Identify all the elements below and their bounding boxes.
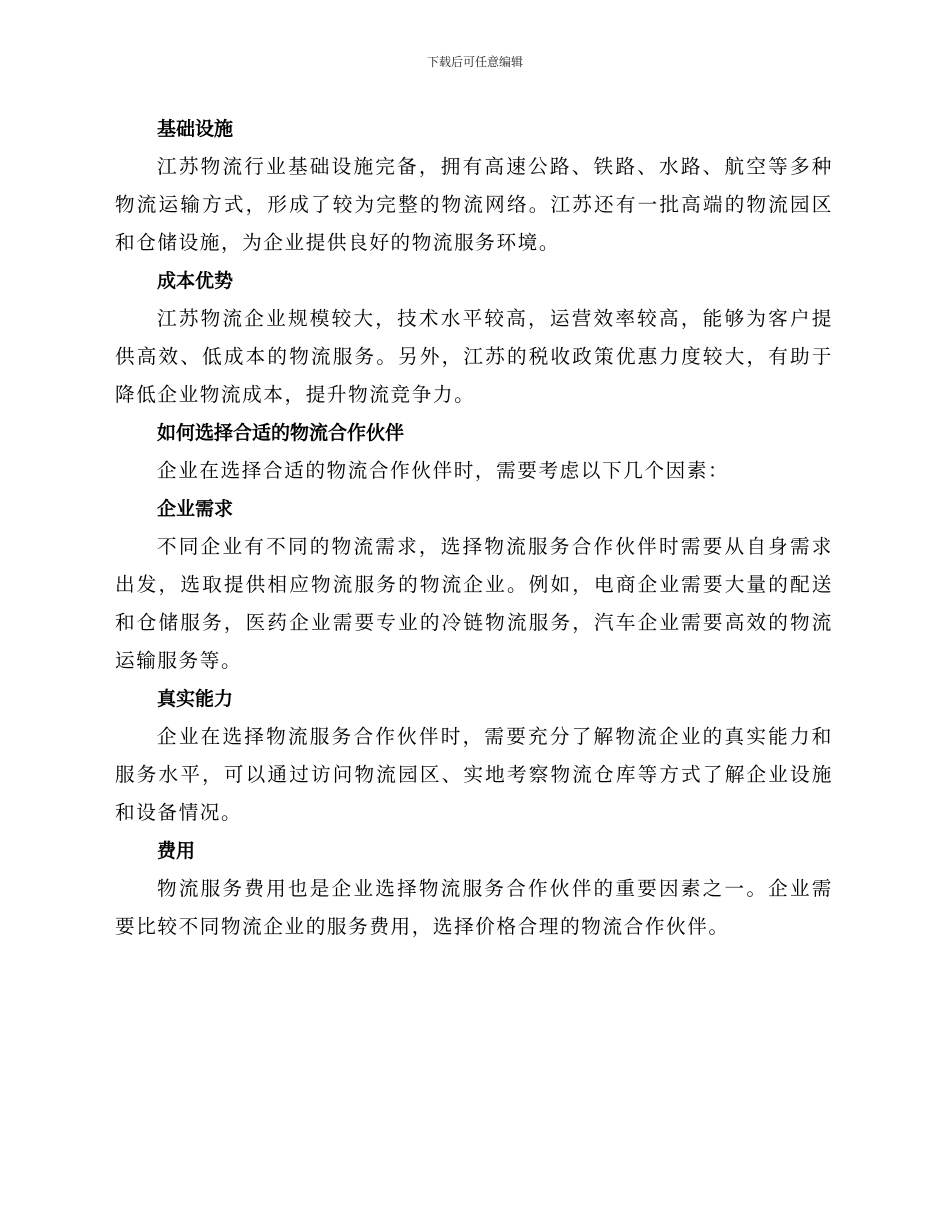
section-heading-infrastructure: 基础设施	[157, 118, 234, 140]
section-paragraph-choose-partner: 企业在选择合适的物流合作伙伴时，需要考虑以下几个因素：	[157, 459, 730, 482]
section-paragraph-cost: 物流服务费用也是企业选择物流服务合作伙伴的重要因素之一。企业需要比较不同物流企业的服务费用，选择价格合理的物流合作伙伴。	[115, 877, 833, 938]
section-heading-business-needs: 企业需求	[157, 498, 234, 520]
section-paragraph-cost-advantage: 江苏物流企业规模较大，技术水平较高，运营效率较高，能够为客户提供高效、低成本的物流服务。另外，江苏的税收政策优惠力度较大，有助于降低企业物流成本，提升物流竞争力。	[115, 307, 833, 406]
page-header: 下载后可任意编辑	[426, 55, 523, 69]
section-heading-choose-partner: 如何选择合适的物流合作伙伴	[157, 422, 405, 444]
section-heading-cost: 费用	[157, 840, 196, 862]
section-paragraph-business-needs: 不同企业有不同的物流需求，选择物流服务合作伙伴时需要从自身需求出发，选取提供相应物流服务的物流企业。例如，电商企业需要大量的配送和仓储服务，医药企业需要专业的冷链物流服务，汽车企业需要高效的物流运输服务等。	[115, 535, 833, 672]
section-heading-cost-advantage: 成本优势	[157, 270, 234, 292]
document-body	[115, 110, 833, 946]
section-paragraph-infrastructure: 江苏物流行业基础设施完备，拥有高速公路、铁路、水路、航空等多种物流运输方式，形成了较为完整的物流网络。江苏还有一批高端的物流园区和仓储设施，为企业提供良好的物流服务环境。	[115, 155, 833, 254]
section-paragraph-real-capability: 企业在选择物流服务合作伙伴时，需要充分了解物流企业的真实能力和服务水平，可以通过访问物流园区、实地考察物流仓库等方式了解企业设施和设备情况。	[115, 725, 833, 824]
section-heading-real-capability: 真实能力	[157, 688, 234, 710]
